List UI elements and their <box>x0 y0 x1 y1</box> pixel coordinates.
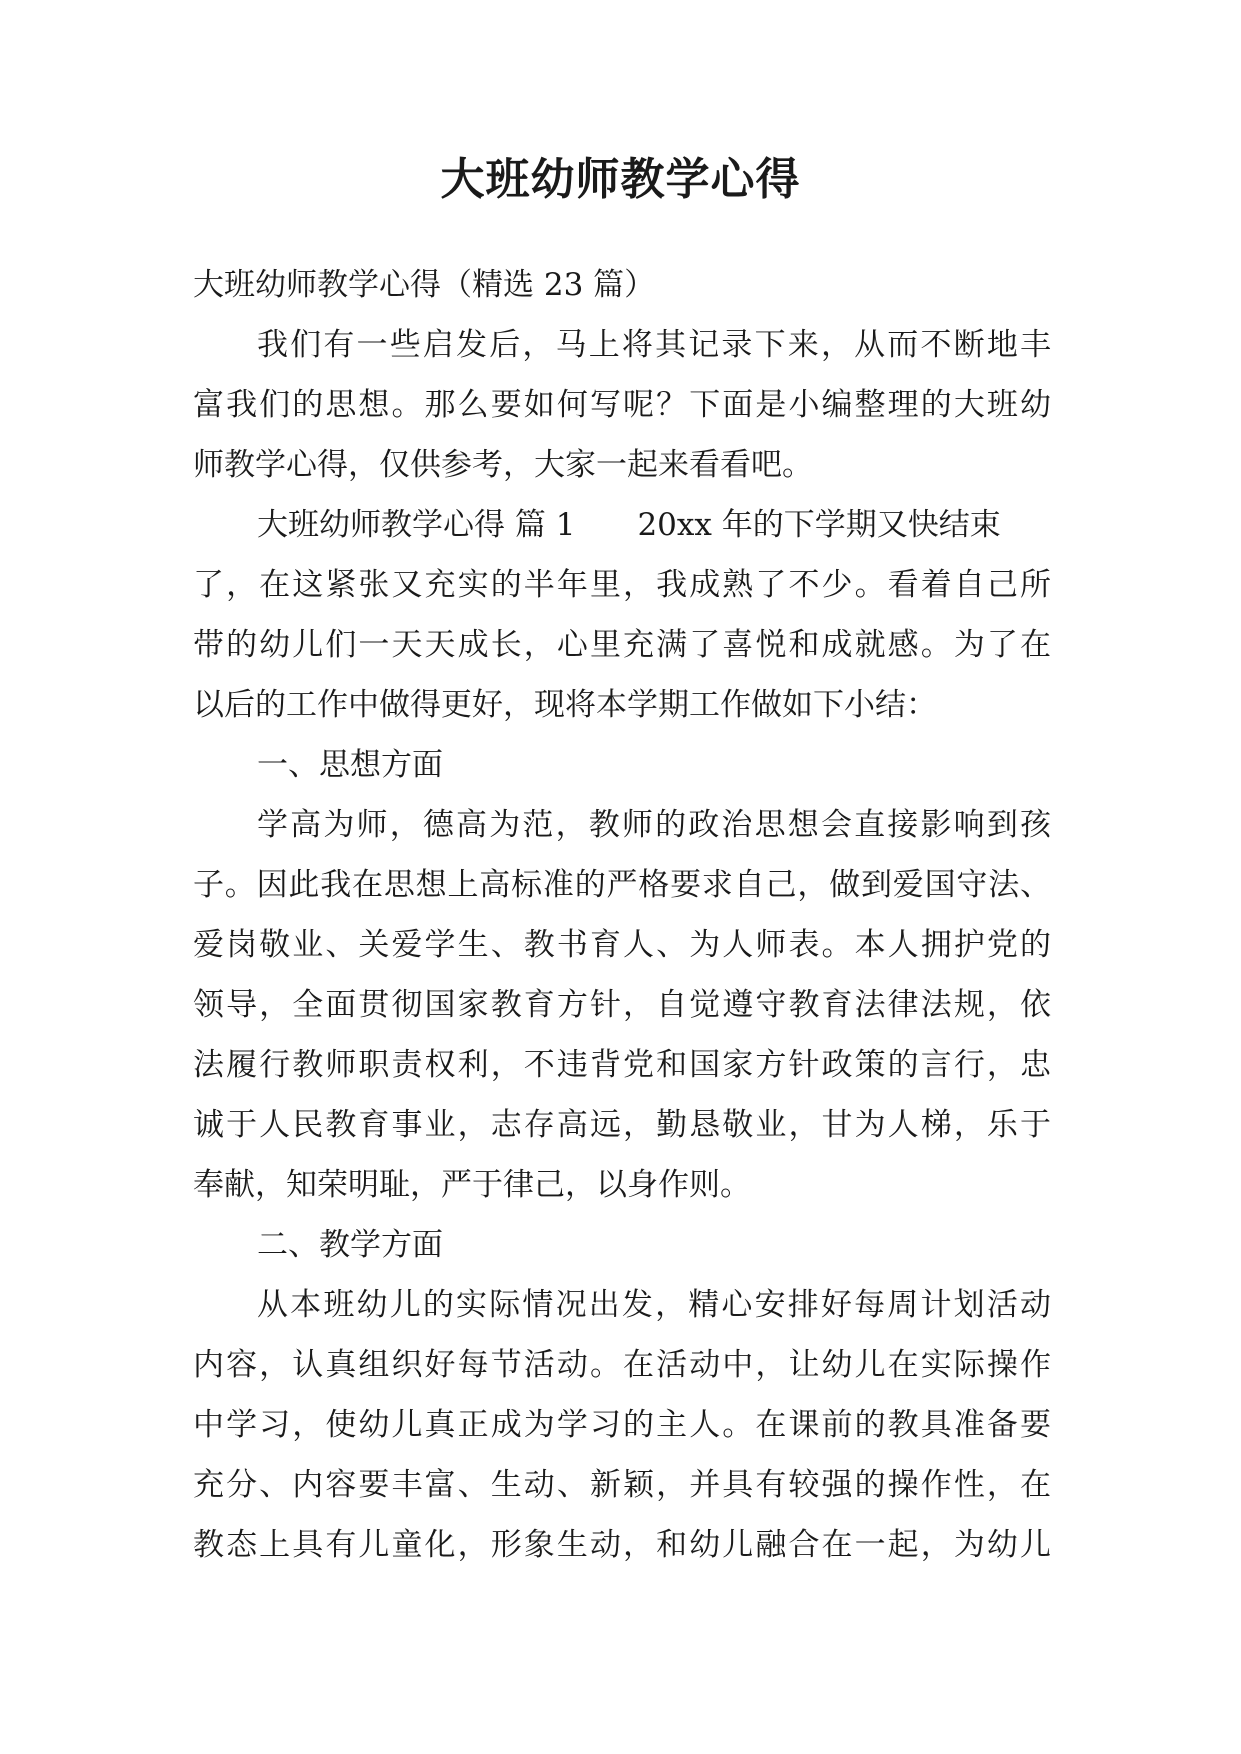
paragraph-line: 内容，认真组织好每节活动。在活动中，让幼儿在实际操作 <box>193 1347 1051 1383</box>
intro-line: 师教学心得，仅供参考，大家一起来看看吧。 <box>193 447 813 483</box>
intro-line: 富我们的思想。那么要如何写呢？下面是小编整理的大班幼 <box>193 387 1051 423</box>
article-heading: 大班幼师教学心得 篇 1 <box>257 507 576 543</box>
paragraph-line: 带的幼儿们一天天成长，心里充满了喜悦和成就感。为了在 <box>193 627 1051 663</box>
article-opening-text: 20xx 年的下学期又快结束 <box>637 507 1001 543</box>
paragraph-line: 诚于人民教育事业，志存高远，勤恳敬业，甘为人梯，乐于 <box>193 1107 1051 1143</box>
paragraph-line: 教态上具有儿童化，形象生动，和幼儿融合在一起，为幼儿 <box>193 1527 1051 1563</box>
paragraph-line: 了，在这紧张又充实的半年里，我成熟了不少。看着自己所 <box>193 567 1051 603</box>
paragraph-line: 子。因此我在思想上高标准的严格要求自己，做到爱国守法、 <box>193 867 1051 903</box>
paragraph-line: 中学习，使幼儿真正成为学习的主人。在课前的教具准备要 <box>193 1407 1051 1443</box>
article-heading-line <box>193 495 1051 555</box>
section-heading: 一、思想方面 <box>257 747 443 783</box>
paragraph-line: 从本班幼儿的实际情况出发，精心安排好每周计划活动 <box>257 1287 1051 1323</box>
document-body <box>193 255 1051 1575</box>
intro-line: 我们有一些启发后，马上将其记录下来，从而不断地丰 <box>257 327 1051 363</box>
paragraph-line: 充分、内容要丰富、生动、新颖，并具有较强的操作性，在 <box>193 1467 1051 1503</box>
section-heading: 二、教学方面 <box>257 1227 443 1263</box>
paragraph-line: 学高为师，德高为范，教师的政治思想会直接影响到孩 <box>257 807 1051 843</box>
paragraph-line: 法履行教师职责权利，不违背党和国家方针政策的言行，忠 <box>193 1047 1051 1083</box>
paragraph-line: 奉献，知荣明耻，严于律己，以身作则。 <box>193 1167 751 1203</box>
paragraph-line: 爱岗敬业、关爱学生、教书育人、为人师表。本人拥护党的 <box>193 927 1051 963</box>
paragraph-line: 领导，全面贯彻国家教育方针，自觉遵守教育法律法规，依 <box>193 987 1051 1023</box>
subtitle-line: 大班幼师教学心得（精选 23 篇） <box>193 267 656 303</box>
document-title: 大班幼师教学心得 <box>440 154 801 205</box>
paragraph-line: 以后的工作中做得更好，现将本学期工作做如下小结： <box>193 687 937 723</box>
